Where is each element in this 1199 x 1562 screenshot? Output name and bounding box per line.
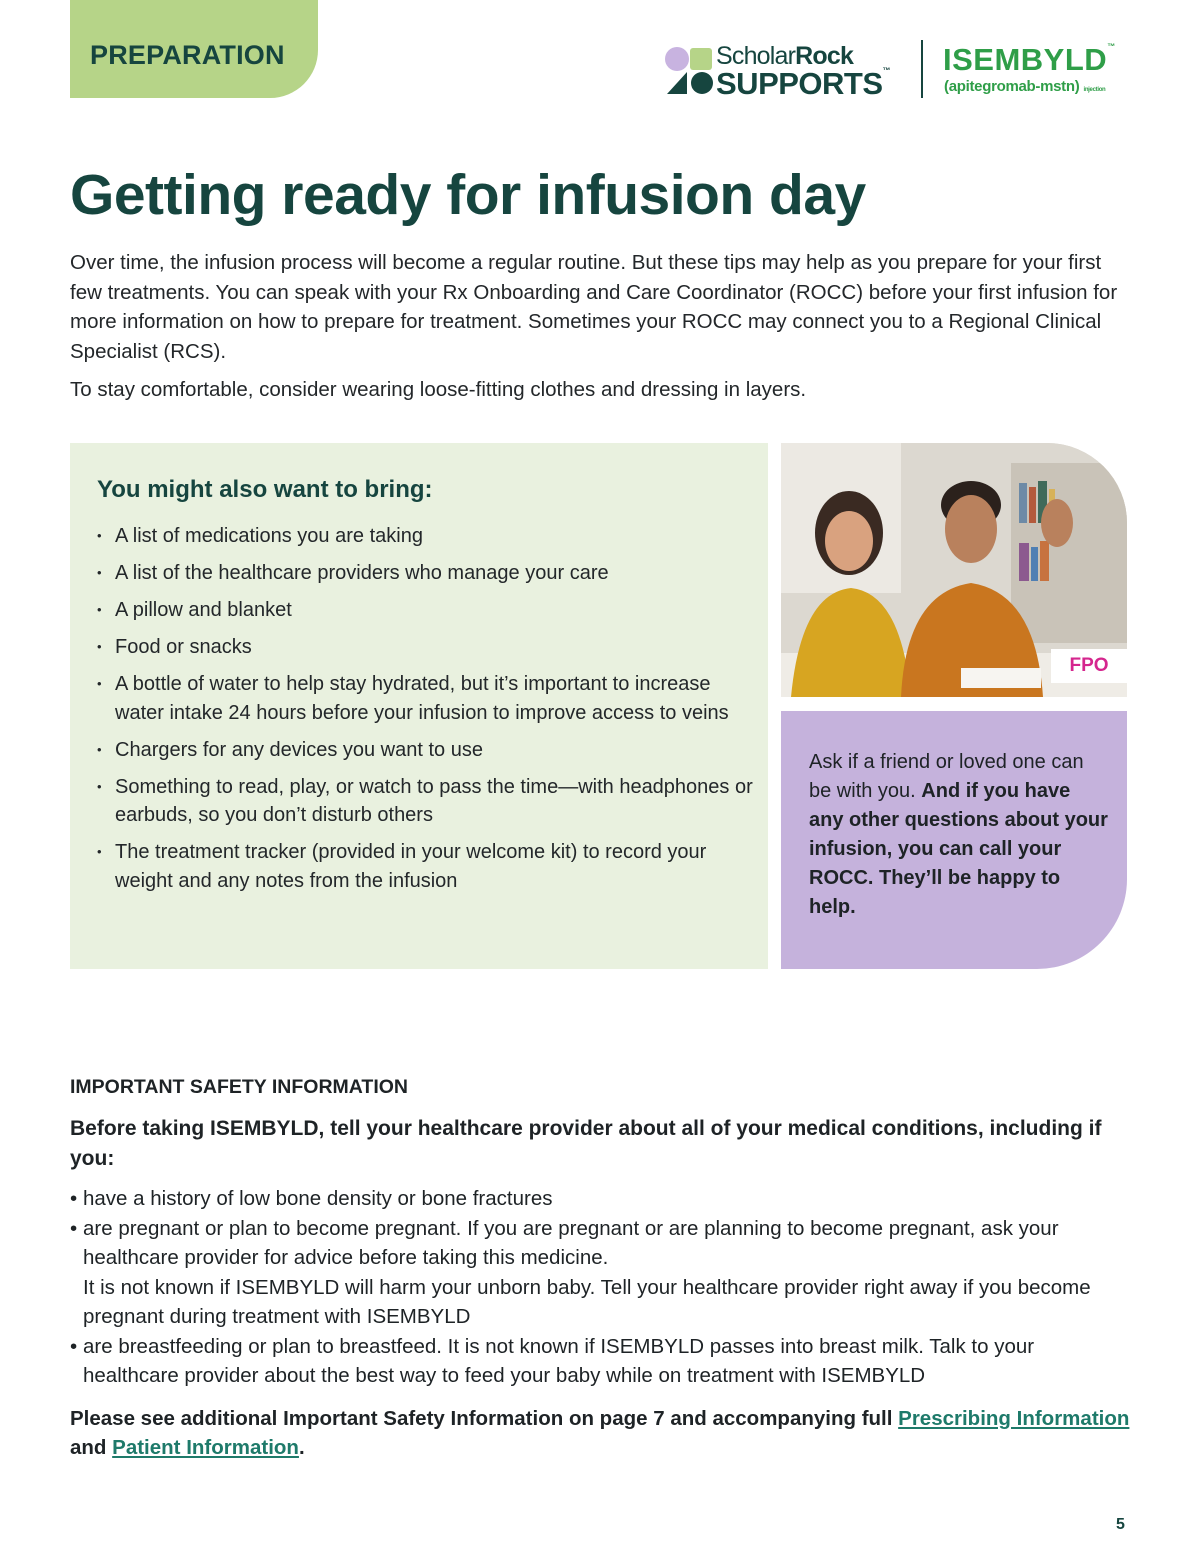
list-item: • The treatment tracker (provided in your welcome kit) to record your weight and any notes from the infusion: [97, 838, 757, 895]
intro-paragraph-2: To stay comfortable, consider wearing loose-fitting clothes and dressing in layers.: [70, 378, 807, 401]
fpo-label: FPO: [1051, 649, 1127, 683]
callout-text: Ask if a friend or loved one can be with you. And if you have any other questions about your infusion, you can call your ROCC. They’ll be happy to help.: [809, 751, 1108, 918]
isi-footer: Please see additional Important Safety Information on page 7 and accompanying full Prescribing Information and Patient Information.: [70, 1406, 1130, 1459]
isembyld-generic-name: (apitegromab-mstn) injection: [944, 78, 1106, 95]
section-tab-label: PREPARATION: [90, 40, 285, 70]
list-item: • A bottle of water to help stay hydrated, but it’s important to increase water intake 24 hours before your infusion to improve access to veins: [97, 670, 757, 727]
page-title: Getting ready for infusion day: [70, 163, 866, 227]
couple-photo: [781, 443, 1127, 697]
page-number: 5: [1116, 1516, 1125, 1533]
section-tab: [70, 0, 318, 98]
scholar-rock-wordmark: ScholarRock: [716, 42, 854, 70]
intro-text: [70, 248, 1135, 405]
list-item: • have a history of low bone density or bone fractures: [70, 1184, 1135, 1214]
list-item: • Food or snacks: [97, 633, 757, 662]
list-item: • Something to read, play, or watch to pass the time—with headphones or earbuds, so you don’t disturb others: [97, 773, 757, 830]
prescribing-information-link[interactable]: Prescribing Information: [898, 1406, 1130, 1430]
bring-heading: You might also want to bring:: [97, 476, 433, 503]
intro-paragraph-1: Over time, the infusion process will become a regular routine. But these tips may help as you prepare for your first few treatments. You can speak with your Rx Onboarding and Care Coordinator (ROCC) before your first infusion for more information on how to prepare for treatment. Sometimes your ROCC may connect you to a Regional Clinical Specialist (RCS).: [70, 251, 1118, 363]
patient-information-link[interactable]: Patient Information: [112, 1435, 299, 1459]
list-item: • are pregnant or plan to become pregnant. If you are pregnant or are planning to become pregnant, ask your healthcare provider for advice before taking this medicine. It is not known if ISEMBYLD will harm your unborn baby. Tell your healthcare provider right away if you become pregnant during treatment with ISEMBYLD: [70, 1214, 1135, 1332]
scholar-rock-logo-icon: [663, 44, 715, 96]
isi-list: [70, 1184, 1135, 1391]
logo-divider: [921, 40, 923, 98]
list-item: • are breastfeeding or plan to breastfeed. It is not known if ISEMBYLD passes into breast milk. Talk to your healthcare provider about the best way to feed your baby while on treatment with ISEMBYLD: [70, 1332, 1135, 1391]
list-item: • A list of medications you are taking: [97, 522, 757, 551]
list-item: • A list of the healthcare providers who manage your care: [97, 559, 757, 588]
isembyld-wordmark: ISEMBYLD™: [943, 42, 1116, 77]
callout-box: [781, 711, 1127, 969]
supports-wordmark: SUPPORTS™: [716, 66, 891, 101]
logo-area: [660, 36, 1140, 106]
bring-list: [97, 522, 757, 904]
list-item: • Chargers for any devices you want to use: [97, 736, 757, 765]
bring-list-panel: [70, 443, 768, 969]
isi-title: IMPORTANT SAFETY INFORMATION: [70, 1076, 408, 1098]
list-item: • A pillow and blanket: [97, 596, 757, 625]
important-safety-information: [70, 1076, 1135, 1462]
isi-lead: Before taking ISEMBYLD, tell your healthcare provider about all of your medical conditions, including if you:: [70, 1117, 1102, 1170]
